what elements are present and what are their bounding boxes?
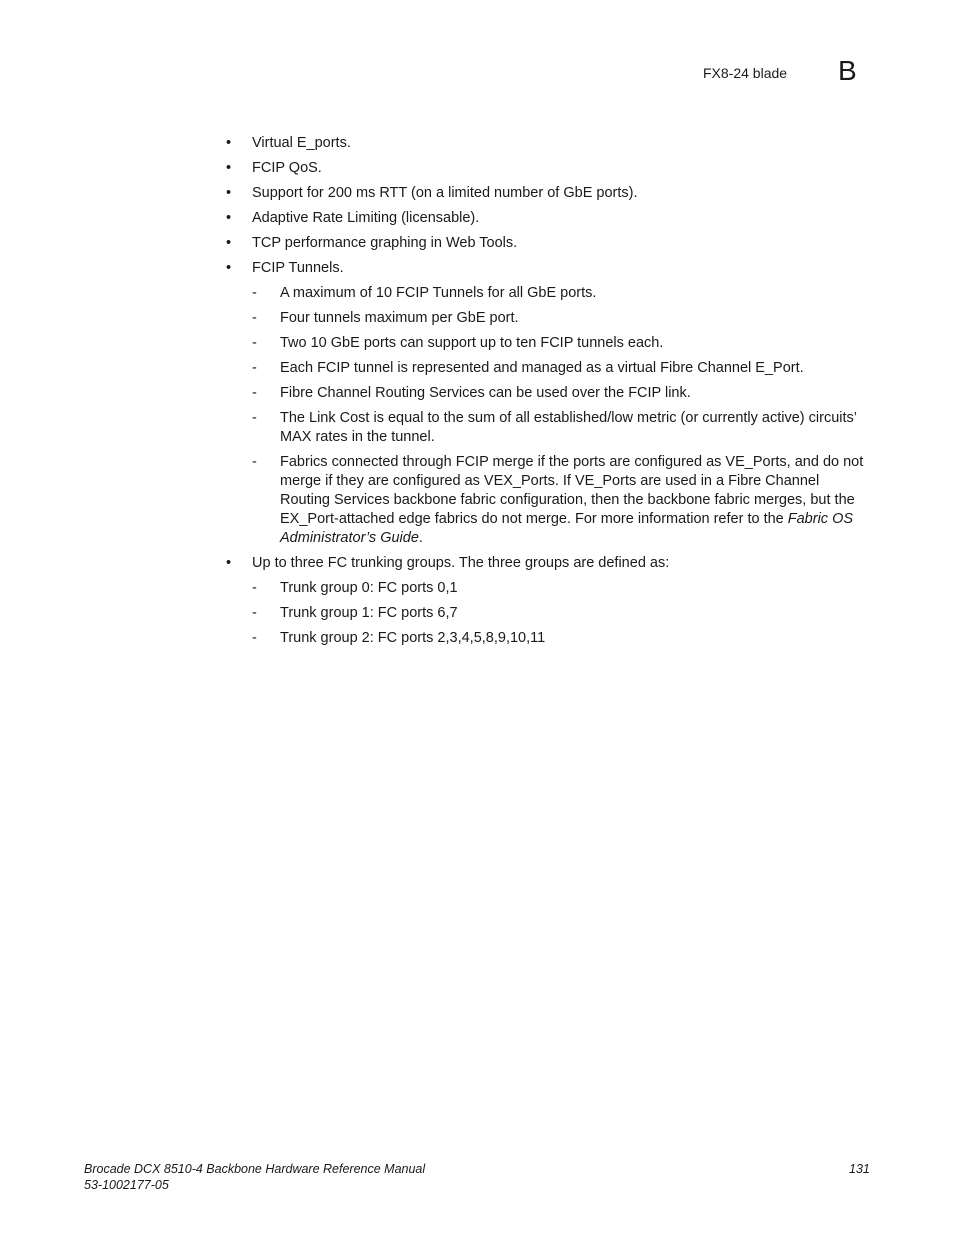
footer-doc-number: 53-1002177-05 — [84, 1178, 169, 1192]
sub-list-item — [252, 629, 871, 648]
list-item — [226, 234, 871, 253]
list-item — [226, 159, 871, 178]
sub-list-item — [252, 284, 871, 303]
bullet-icon: • — [226, 555, 232, 571]
sub-list-item — [252, 579, 871, 598]
bullet-icon: • — [226, 260, 232, 276]
sub-list-item-text-body: Fabrics connected through FCIP merge if the ports are configured as VE_Ports, and do not merge if they are configured as VEX_Ports. If VE_Ports are used in a Fibre Channel Routing Services backbone fabric configuration, then the backbone fabric merges, but the EX_Port-attached edge fabrics do not merge. For more information refer to the — [280, 454, 864, 527]
sub-list-item-text: Four tunnels maximum per GbE port. — [280, 310, 519, 326]
dash-icon: - — [252, 360, 257, 376]
list-item-text: TCP performance graphing in Web Tools. — [252, 235, 518, 251]
bullet-icon: • — [226, 185, 232, 201]
list-item — [226, 209, 871, 228]
sub-list-item — [252, 359, 871, 378]
sub-list — [252, 284, 871, 548]
sub-list-item-text: Two 10 GbE ports can support up to ten FCIP tunnels each. — [280, 335, 664, 351]
body-content — [226, 134, 871, 654]
list-item-text: Up to three FC trunking groups. The three groups are defined as: — [252, 555, 670, 571]
footer-manual-title: Brocade DCX 8510-4 Backbone Hardware Reference Manual — [84, 1162, 426, 1176]
list-item-fcip-tunnels — [226, 259, 871, 548]
dash-icon: - — [252, 630, 257, 646]
dash-icon: - — [252, 580, 257, 596]
sub-list-item-text: Trunk group 2: FC ports 2,3,4,5,8,9,10,11 — [280, 630, 546, 646]
sub-list-item — [252, 309, 871, 328]
sub-list-item — [252, 384, 871, 403]
sub-list-item-text: Trunk group 0: FC ports 0,1 — [280, 580, 458, 596]
running-header-section: FX8-24 blade — [703, 65, 788, 81]
list-item-text: Adaptive Rate Limiting (licensable). — [252, 210, 480, 226]
footer-page-number: 131 — [849, 1162, 870, 1176]
sub-list-item — [252, 409, 871, 447]
sub-list — [252, 579, 871, 648]
dash-icon: - — [252, 310, 257, 326]
list-item — [226, 184, 871, 203]
guide-title-reference: Fabric OS Administrator’s Guide — [280, 511, 854, 546]
list-item-text: Support for 200 ms RTT (on a limited number of GbE ports). — [252, 185, 638, 201]
appendix-letter: B — [838, 55, 857, 86]
sub-list-item-text — [280, 454, 863, 546]
bullet-icon: • — [226, 235, 232, 251]
bullet-icon: • — [226, 210, 232, 226]
list-item-text: FCIP QoS. — [252, 160, 322, 176]
sub-list-item-text: Each FCIP tunnel is represented and managed as a virtual Fibre Channel E_Port. — [280, 360, 804, 376]
list-item-trunking-groups — [226, 554, 871, 648]
sub-list-item — [252, 334, 871, 353]
sub-list-item-text: Fibre Channel Routing Services can be used over the FCIP link. — [280, 385, 691, 401]
bullet-icon: • — [226, 135, 232, 151]
sub-list-item-text-end: . — [418, 530, 423, 546]
bullet-icon: • — [226, 160, 232, 176]
list-item — [226, 134, 871, 153]
dash-icon: - — [252, 410, 257, 426]
dash-icon: - — [252, 385, 257, 401]
dash-icon: - — [252, 285, 257, 301]
sub-list-item-text: The Link Cost is equal to the sum of all established/low metric (or currently active) circuits’ MAX rates in the tunnel. — [280, 410, 857, 445]
list-item-text: Virtual E_ports. — [252, 135, 351, 151]
dash-icon: - — [252, 335, 257, 351]
list-item-text: FCIP Tunnels. — [252, 260, 344, 276]
dash-icon: - — [252, 454, 257, 470]
sub-list-item — [252, 453, 871, 548]
sub-list-item — [252, 604, 871, 623]
sub-list-item-text: A maximum of 10 FCIP Tunnels for all GbE ports. — [280, 285, 597, 301]
dash-icon: - — [252, 605, 257, 621]
sub-list-item-text: Trunk group 1: FC ports 6,7 — [280, 605, 458, 621]
